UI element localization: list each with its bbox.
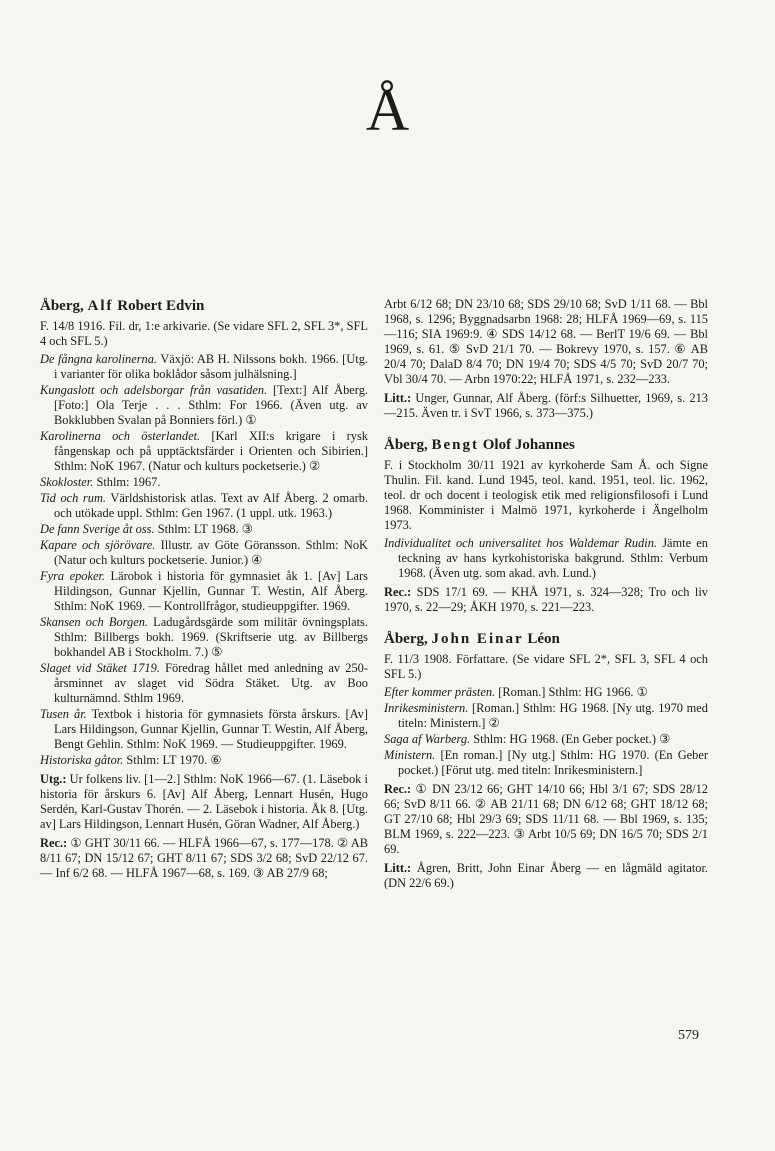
- litt-section-john: Litt.: Ågren, Britt, John Einar Åberg — en lågmäld agitator. (DN 22/6 69.): [384, 861, 708, 890]
- work-item: Fyra epoker. Lärobok i historia för gymnasiet åk 1. [Av] Lars Hildingson, Gunnar Kjellin, Gunnar T. Westin, Alf Åberg. Sthlm: NoK 1969. — Kontrollfrågor, studieuppgifter. 1969.: [40, 569, 368, 613]
- left-column: [40, 297, 368, 884]
- bio-john: F. 11/3 1908. Författare. (Se vidare SFL 2*, SFL 3, SFL 4 och SFL 5.): [384, 652, 708, 681]
- page-letter-heading: Å: [365, 77, 410, 143]
- works-list-john: [384, 685, 708, 778]
- entry-heading-alf: [40, 297, 368, 315]
- right-column: [384, 297, 708, 894]
- litt-section-alf: Litt.: Unger, Gunnar, Alf Åberg. (förf:s Silhuetter, 1969, s. 213—215. Även tr. i SvT 1966, s. 373—375.): [384, 391, 708, 420]
- entry-heading-john: [384, 630, 708, 648]
- work-item: Historiska gåtor. Sthlm: LT 1970. ⑥: [40, 753, 222, 767]
- work-item: Inrikesministern. [Roman.] Sthlm: HG 1968. [Ny utg. 1970 med titeln: Ministern.] ②: [384, 701, 708, 730]
- rec-section-john: Rec.: ① DN 23/12 66; GHT 14/10 66; Hbl 3/1 67; SDS 28/12 66; SvD 8/11 66. ② AB 21/11 68; DN 6/12 68; GHT 18/12 68; GT 27/10 68; Hbl 29/3 69; SDS 11/11 68. — Bbl 1969, s. 135; BLM 1969, s. 222—223. ③ Arbt 10/5 69; DN 16/5 70; SDS 2/1 69.: [384, 782, 708, 856]
- work-item: Tusen år. Textbok i historia för gymnasiets första årskurs. [Av] Lars Hildingson, Gunnar Kjellin, Gunnar T. Westin, Alf Åberg, Bengt Gehlin. Sthlm: NoK 1969. — Studieuppgifter. 1969.: [40, 707, 368, 751]
- other-names: Léon: [527, 631, 560, 647]
- firstname: Bengt: [431, 437, 479, 453]
- work-item: Kungaslott och adelsborgar från vasatiden. [Text:] Alf Åberg. [Foto:] Ola Terje . . . Sthlm: For 1966. (Även utg. av Bokklubben Svalan på Bonniers förl.) ①: [40, 383, 368, 427]
- work-item: Karolinerna och österlandet. [Karl XII:s krigare i rysk fångenskap och på upptäcktsfärder i Orienten och Sibirien.] Sthlm: NoK 1967. (Natur och kulturs pocketserie.) ②: [40, 429, 369, 473]
- work-item: Kapare och sjörövare. Illustr. av Göte Göransson. Sthlm: NoK (Natur och kulturs pocketserie. Junior.) ④: [40, 538, 368, 567]
- work-item: Ministern. [En roman.] [Ny utg.] Sthlm: HG 1970. (En Geber pocket.) [Förut utg. med titeln: Inrikesministern.]: [384, 748, 708, 777]
- rec-section-bengt: Rec.: SDS 17/1 69. — KHÅ 1971, s. 324—328; Tro och liv 1970, s. 22—29; ÅKH 1970, s. 221—223.: [384, 585, 708, 614]
- work-item: Efter kommer prästen. [Roman.] Sthlm: HG 1966. ①: [384, 685, 648, 699]
- utg-section-alf: Utg.: Ur folkens liv. [1—2.] Sthlm: NoK 1966—67. (1. Läsebok i historia för årskurs 6. [Av] Alf Åberg, Lennart Husén, Hugo Serdén, Karl-Gustav Thorén. — 2. Läsebok i historia. Åk 8. [Utg. av] Lars Hildingson, Lennart Husén, Göran Wadner, Alf Åberg.): [40, 772, 368, 831]
- other-names: Olof Johannes: [482, 437, 575, 453]
- surname: Åberg,: [384, 631, 428, 647]
- work-item: Individualitet och universalitet hos Waldemar Rudin. Jämte en teckning av hans kyrkohistoriska bakgrund. Sthlm: Verbum 1968. (Även utg. som akad. avh. Lund.): [384, 536, 709, 580]
- other-names: Robert Edvin: [117, 298, 205, 314]
- work-item: Skokloster. Sthlm: 1967.: [40, 475, 161, 489]
- rec-continued-alf: Arbt 6/12 68; DN 23/10 68; SDS 29/10 68; SvD 1/11 68. — Bbl 1968, s. 1296; Byggnadsarbn 1968: 28; HLFÅ 1969—69, s. 115—116; SIA 1969:9. ④ SDS 14/12 68. — BerlT 19/6 69. — Bbl 1969, s. 61. ⑤ SvD 21/1 70. — Bokrevy 1970, s. 157. ⑥ AB 20/4 70; DalaD 8/4 70; DN 19/4 70; SDS 4/5 70; SvD 20/7 70; Vbl 30/4 70. — Arbn 1970:22; HLFÅ 1971, s. 232—233.: [384, 297, 708, 386]
- surname: Åberg,: [40, 298, 84, 314]
- work-item: De fångna karolinerna. Växjö: AB H. Nilssons bokh. 1966. [Utg. i varianter för olika boklådor såsom julhälsning.]: [40, 352, 368, 381]
- work-item: De fann Sverige åt oss. Sthlm: LT 1968. ③: [40, 522, 253, 536]
- bio-bengt: F. i Stockholm 30/11 1921 av kyrkoherde Sam Å. och Signe Thulin. Fil. kand. Lund 1945, teol. kand. 1951, teol. lic. 1962, teol. dr och docent i teologisk etik med religionsfilosofi i Lund 1968. Komminister i Malmö 1971, kyrkoherde i Ängelholm 1973.: [384, 458, 708, 532]
- work-item: Tid och rum. Världshistorisk atlas. Text av Alf Åberg. 2 omarb. och utökade uppl. Sthlm: Gen 1967. (1 uppl. utk. 1963.): [40, 491, 368, 520]
- page-number: 579: [678, 1028, 699, 1043]
- firstname: Alf: [87, 298, 114, 314]
- entry-heading-bengt: [384, 436, 708, 454]
- work-item: Saga af Warberg. Sthlm: HG 1968. (En Geber pocket.) ③: [384, 732, 671, 746]
- bio-alf: F. 14/8 1916. Fil. dr, 1:e arkivarie. (Se vidare SFL 2, SFL 3*, SFL 4 och SFL 5.): [40, 319, 368, 348]
- rec-section-alf: Rec.: ① GHT 30/11 66. — HLFÅ 1966—67, s. 177—178. ② AB 8/11 67; DN 15/12 67; GHT 8/11 67; SDS 3/2 68; SvD 22/12 67. — Inf 6/2 68. — HLFÅ 1967—68, s. 169. ③ AB 27/9 68;: [40, 836, 368, 880]
- work-item: Slaget vid Stäket 1719. Föredrag hållet med anledning av 250-årsminnet av slaget vid Södra Stäket. Utg. av Boo kulturnämnd. Sthlm 1969.: [40, 661, 368, 705]
- surname: Åberg,: [384, 437, 428, 453]
- work-item: Skansen och Borgen. Ladugårdsgärde som militär övningsplats. Sthlm: Billbergs bokh. 1969. (Skriftserie utg. av Billbergs bokhandel AB i Stockholm. 7.) ⑤: [40, 615, 368, 659]
- works-list-alf: [40, 352, 368, 768]
- firstname: John Einar: [431, 631, 524, 647]
